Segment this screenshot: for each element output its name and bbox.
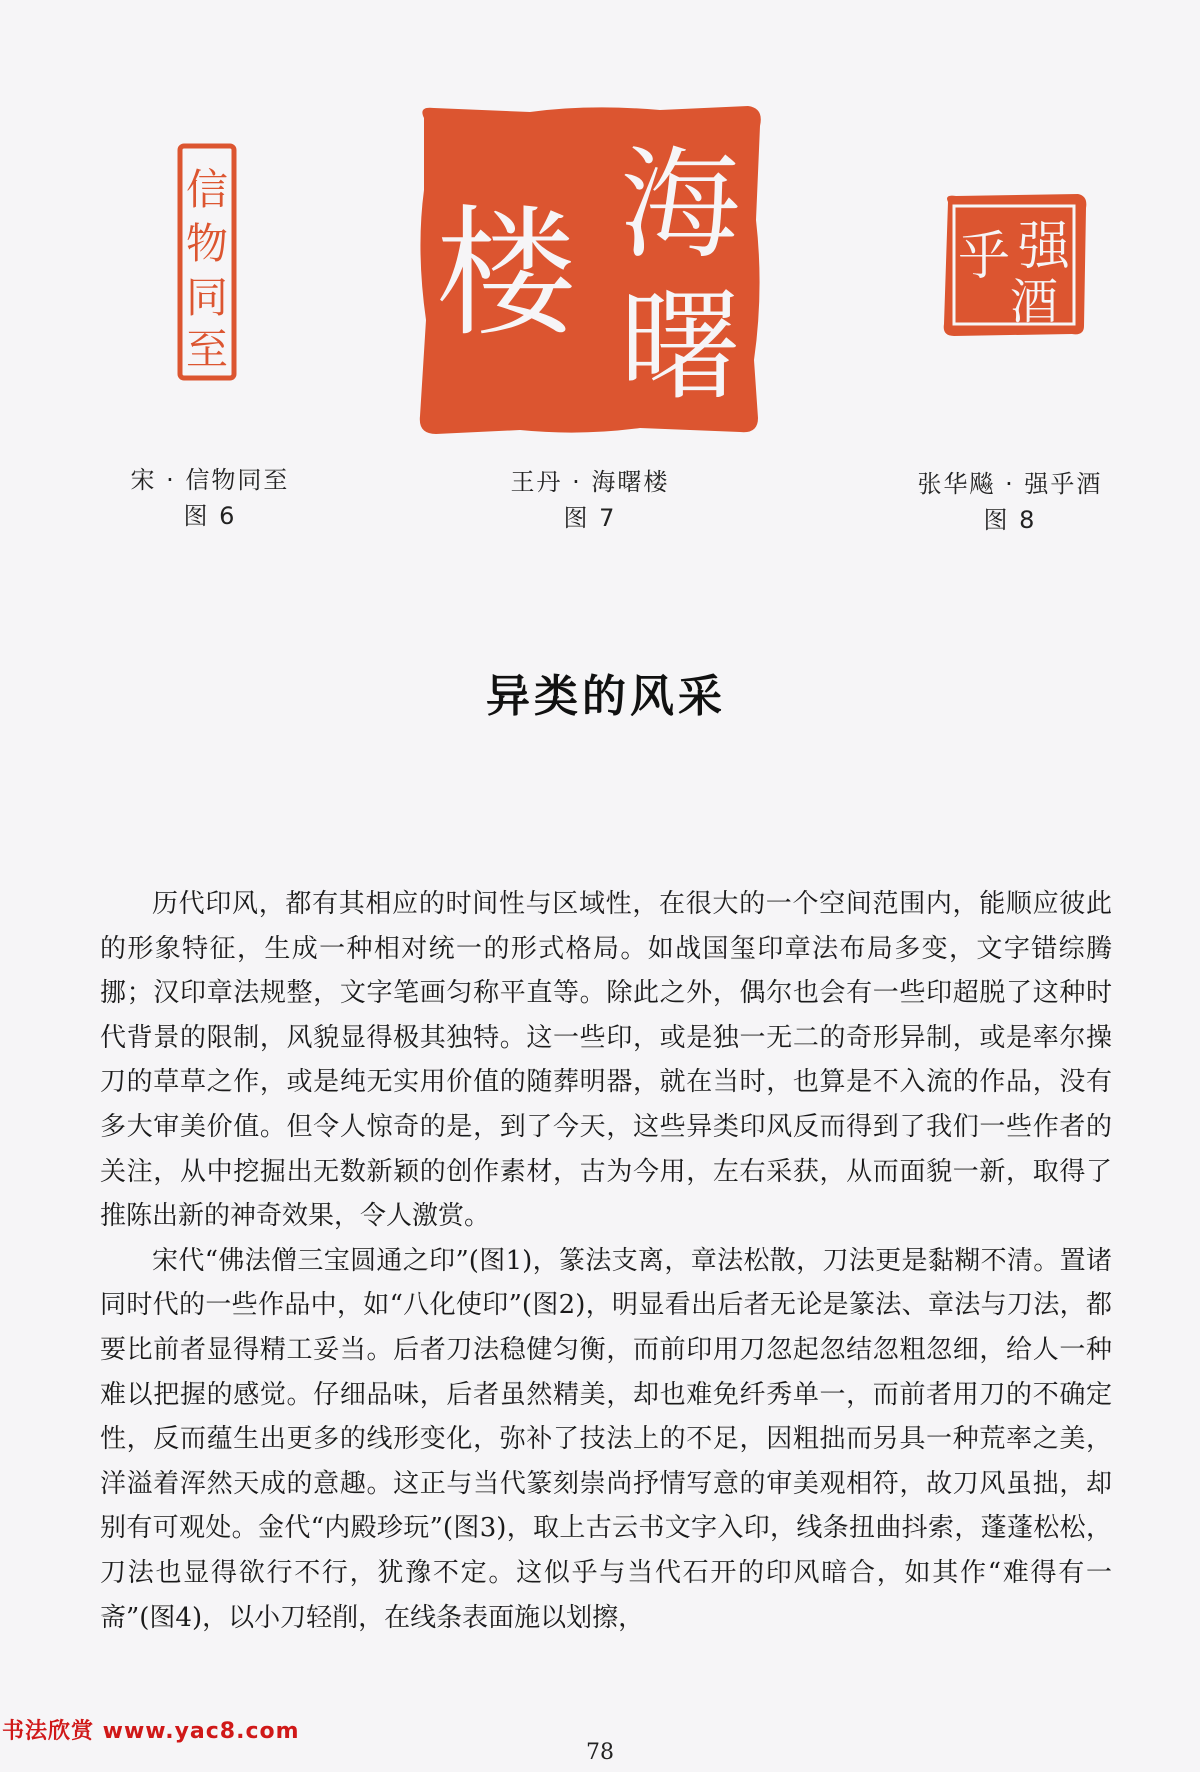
paragraph-1: 历代印风，都有其相应的时间性与区域性，在很大的一个空间范围内，能顺应彼此的形象特征，生成一种相对统一的形式格局。如战国玺印章法布局多变，文字错综腾挪；汉印章法规整，文字笔画匀称平直等。除此之外，偶尔也会有一些印超脱了这种时代背景的限制，风貌显得极其独特。这一些印，或是独一无二的奇形异制，或是率尔操刀的草草之作，或是纯无实用价值的随葬明器，就在当时，也算是不入流的作品，没有多大审美价值。但令人惊奇的是，到了今天，这些异类印风反而得到了我们一些作者的关注，从中挖掘出无数新颖的创作素材，古为今用，左右采获，从而面貌一新，取得了推陈出新的神奇效果，令人激赏。 xyxy=(100,889,1112,1232)
figure-8-label: 图 8 xyxy=(983,506,1037,534)
seal-7-char-1: 海 xyxy=(620,136,740,275)
seal-8-char-3: 酒 xyxy=(1009,274,1059,330)
paragraph-2: 宋代“佛法僧三宝圆通之印”(图1)，篆法支离，章法松散，刀法更是黏糊不清。置诸同时代的一些作品中，如“八化使印”(图2)，明显看出后者无论是篆法、章法与刀法，都要比前者显得精工妥当。后者刀法稳健匀衡，而前印用刀忽起忽结忽粗忽细，给人一种难以把握的感觉。仔细品味，后者虽然精美，却也难免纤秀单一，而前者用刀的不确定性，反而蕴生出更多的线形变化，弥补了技法上的不足，因粗拙而另具一种荒率之美，洋溢着浑然天成的意趣。这正与当代篆刻崇尚抒情写意的审美观相符，故刀风虽拙，却别有可观处。金代“内殿珍玩”(图3)，取上古云书文字入印，线条扭曲抖索，蓬蓬松松，刀法也显得欲行不行，犹豫不定。这似乎与当代石开的印风暗合，如其作“难得有一斋”(图4)，以小刀轻削，在线条表面施以划擦， xyxy=(100,1245,1112,1633)
seal-8-char-2: 乎 xyxy=(957,227,1011,287)
section-title: 异类的风采 xyxy=(486,671,726,722)
seal-figure-7 xyxy=(410,100,770,440)
seal-figure-6 xyxy=(176,142,238,382)
figure-7-caption xyxy=(470,464,710,536)
seal-6-image xyxy=(176,142,238,382)
article-body xyxy=(100,882,1112,1640)
figure-6-label: 图 6 xyxy=(183,502,237,530)
figure-6-title: 宋 · 信物同至 xyxy=(130,466,290,494)
figure-8-title: 张华飚 · 强乎酒 xyxy=(917,470,1103,498)
site-watermark: 书法欣赏 www.yac8.com xyxy=(2,1719,300,1744)
seal-8-char-1: 强 xyxy=(1017,217,1071,277)
figure-8-caption xyxy=(880,466,1140,538)
seal-6-char-2: 物 xyxy=(185,219,229,268)
seal-figure-8 xyxy=(938,190,1090,340)
page-number: 78 xyxy=(586,1740,614,1765)
seal-7-char-3: 楼 xyxy=(435,193,577,356)
seal-6-char-3: 同 xyxy=(185,273,229,322)
seal-7-image xyxy=(410,100,770,440)
seal-8-image xyxy=(938,190,1090,340)
figure-7-label: 图 7 xyxy=(563,504,617,532)
figure-6-caption xyxy=(90,462,330,534)
seal-7-char-2: 曙 xyxy=(620,278,740,417)
figure-7-title: 王丹 · 海曙楼 xyxy=(510,468,670,496)
seal-6-char-1: 信 xyxy=(185,165,229,214)
seal-6-char-4: 至 xyxy=(185,325,229,374)
